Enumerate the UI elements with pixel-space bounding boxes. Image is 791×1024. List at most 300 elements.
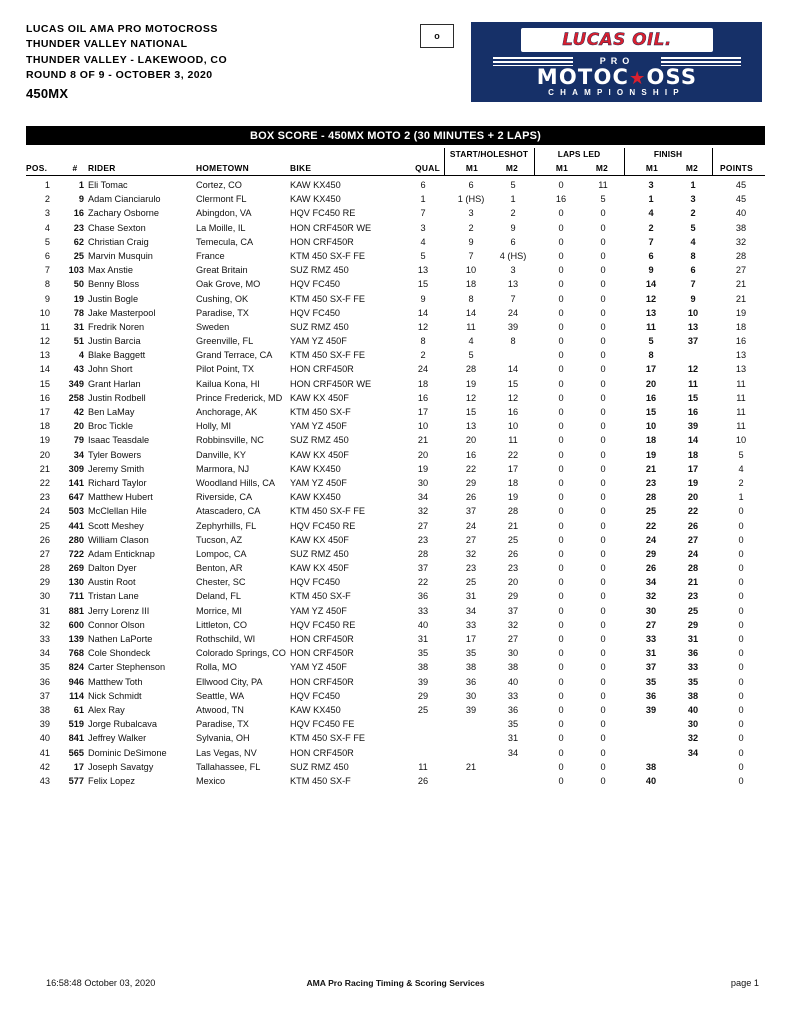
cell-l2: 0 — [600, 676, 606, 687]
cell-pos: 26 — [39, 534, 50, 545]
cell-s2: 14 — [507, 364, 519, 375]
cell-town: Benton, AR — [196, 563, 243, 574]
cell-pos: 42 — [39, 761, 50, 772]
cell-f1: 3 — [648, 180, 654, 190]
cell-num: 441 — [68, 520, 84, 531]
cell-pts: 0 — [738, 662, 744, 673]
table-row — [26, 618, 765, 632]
table-row — [26, 589, 765, 603]
cell-s2: 38 — [507, 662, 519, 673]
cell-pos: 28 — [39, 563, 50, 574]
group-header-start-holeshot: START/HOLESHOT — [449, 149, 529, 159]
cell-l2: 0 — [600, 236, 606, 247]
cell-town: France — [196, 250, 225, 261]
cell-rider: Joseph Savatgy — [88, 761, 154, 772]
cell-f1: 31 — [645, 648, 657, 659]
table-row — [26, 178, 765, 192]
cell-f2: 14 — [687, 435, 699, 446]
cell-f2: 15 — [687, 392, 699, 403]
cell-num: 824 — [68, 662, 84, 673]
cell-s1: 8 — [468, 293, 474, 304]
cell-rider: Tyler Bowers — [88, 449, 142, 460]
cell-l2: 0 — [600, 477, 606, 488]
cell-num: 114 — [69, 690, 84, 701]
cell-bike: KAW KX450 — [290, 463, 341, 474]
cell-f1: 23 — [645, 477, 657, 488]
cell-town: Sweden — [196, 321, 230, 332]
cell-bike: HQV FC450 RE — [290, 520, 356, 531]
cell-pos: 34 — [39, 648, 50, 659]
cell-bike: KTM 450 SX-F FE — [290, 250, 366, 261]
cell-f1: 11 — [646, 321, 656, 332]
cell-l1: 0 — [558, 690, 564, 701]
cell-l2: 0 — [600, 619, 606, 630]
table-header-rule — [26, 175, 765, 176]
cell-pts: 28 — [735, 250, 747, 261]
footer-org: AMA Pro Racing Timing & Scoring Services — [306, 978, 485, 988]
cell-s2: 1 — [510, 194, 516, 205]
cell-bike: HON CRF450R — [290, 364, 354, 375]
cell-rider: Adam Enticknap — [88, 548, 155, 559]
cell-town: Rolla, MO — [196, 662, 237, 673]
cell-town: Chester, SC — [196, 577, 246, 588]
cell-s2: 36 — [507, 704, 519, 715]
cell-pts: 0 — [738, 619, 744, 630]
cell-pos: 32 — [39, 619, 50, 630]
cell-pts: 0 — [738, 534, 744, 545]
logo-championship-text: CHAMPIONSHIP — [548, 88, 685, 97]
cell-rider: Eli Tomac — [88, 180, 128, 190]
cell-bike: KAW KX 450F — [290, 534, 349, 545]
cell-l1: 0 — [558, 378, 564, 389]
cell-num: 79 — [73, 435, 84, 446]
cell-pts: 0 — [738, 648, 744, 659]
cell-f1: 35 — [645, 676, 657, 687]
table-row — [26, 235, 765, 249]
cell-bike: SUZ RMZ 450 — [290, 265, 349, 276]
table-row — [26, 646, 765, 660]
cell-l2: 0 — [600, 634, 606, 644]
cell-l1: 0 — [558, 591, 564, 602]
cell-qual: 9 — [420, 293, 426, 304]
cell-s2: 37 — [507, 605, 519, 616]
round-marker-box — [420, 24, 454, 48]
cell-s2: 17 — [507, 463, 519, 474]
cell-s2: 30 — [507, 648, 519, 659]
table-row — [26, 604, 765, 618]
table-row — [26, 731, 765, 745]
cell-f2: 4 — [690, 236, 696, 247]
cell-qual: 4 — [420, 236, 426, 247]
cell-f2: 24 — [687, 548, 699, 559]
cell-pos: 21 — [39, 463, 50, 474]
cell-qual: 31 — [417, 634, 429, 644]
cell-bike: HON CRF450R — [290, 634, 354, 644]
cell-num: 280 — [68, 534, 84, 545]
cell-f1: 22 — [645, 520, 657, 531]
table-row — [26, 533, 765, 547]
cell-bike: HON CRF450R — [290, 676, 354, 687]
cell-pts: 21 — [735, 293, 747, 304]
cell-l1: 0 — [558, 548, 564, 559]
cell-s1: 31 — [465, 591, 477, 602]
event-class-line: 450MX — [26, 86, 69, 102]
col-header-laps-m1: M1 — [555, 163, 569, 173]
cell-rider: McClellan Hile — [88, 506, 147, 517]
table-row — [26, 306, 765, 320]
cell-num: 503 — [68, 506, 84, 517]
cell-town: Las Vegas, NV — [196, 747, 257, 758]
table-row — [26, 334, 765, 348]
cell-s1: 4 — [468, 336, 474, 347]
logo-star-icon: ★ — [629, 68, 647, 89]
cell-town: Mexico — [196, 775, 226, 786]
cell-rider: Richard Taylor — [88, 477, 147, 488]
cell-num: 42 — [73, 407, 84, 417]
col-header-points: POINTS — [720, 163, 753, 173]
cell-l1: 0 — [558, 180, 564, 190]
cell-f2: 38 — [687, 690, 699, 701]
cell-bike: HQV FC450 RE — [290, 619, 356, 630]
cell-rider: Alex Ray — [88, 704, 125, 715]
cell-f1: 10 — [645, 421, 657, 432]
cell-bike: KAW KX 450F — [290, 563, 349, 574]
cell-num: 139 — [68, 634, 84, 644]
cell-pts: 0 — [738, 634, 744, 644]
cell-bike: HON CRF450R WE — [290, 378, 372, 389]
cell-pts: 0 — [738, 775, 744, 786]
cell-l2: 0 — [600, 307, 606, 318]
cell-bike: HQV FC450 — [290, 279, 341, 290]
cell-pos: 40 — [39, 733, 50, 744]
col-header-hometown: HOMETOWN — [196, 163, 249, 173]
cell-qual: 5 — [420, 250, 426, 261]
cell-s2: 8 — [510, 336, 516, 347]
cell-s2: 23 — [507, 563, 519, 574]
cell-l1: 0 — [558, 477, 564, 488]
cell-pts: 45 — [735, 180, 747, 190]
table-row — [26, 277, 765, 291]
cell-s2: 6 — [510, 236, 516, 247]
table-row — [26, 575, 765, 589]
cell-pts: 10 — [735, 435, 747, 446]
cell-l1: 0 — [558, 407, 564, 417]
cell-rider: Jorge Rubalcava — [88, 719, 157, 730]
cell-pts: 0 — [738, 520, 744, 531]
table-row — [26, 490, 765, 504]
cell-town: Littleton, CO — [196, 619, 248, 630]
cell-rider: Fredrik Noren — [88, 321, 145, 332]
cell-qual: 26 — [417, 775, 429, 786]
cell-f2: 3 — [690, 194, 696, 205]
cell-l1: 0 — [558, 449, 564, 460]
cell-l2: 0 — [600, 449, 606, 460]
cell-num: 258 — [68, 392, 84, 403]
page-footer — [26, 978, 765, 994]
cell-s1: 6 — [468, 180, 474, 190]
cell-s1: 35 — [465, 648, 477, 659]
cell-qual: 6 — [420, 180, 426, 190]
cell-rider: Adam Cianciarulo — [88, 194, 161, 205]
cell-l2: 0 — [600, 775, 606, 786]
cell-qual: 35 — [417, 648, 429, 659]
cell-qual: 33 — [417, 605, 429, 616]
cell-num: 31 — [73, 321, 84, 332]
cell-pts: 4 — [738, 463, 744, 474]
cell-s1: 30 — [465, 690, 477, 701]
cell-l2: 0 — [600, 733, 606, 744]
cell-s1: 2 — [468, 222, 474, 233]
cell-num: 130 — [68, 577, 84, 588]
cell-f1: 9 — [648, 265, 654, 276]
cell-rider: Scott Meshey — [88, 520, 144, 531]
cell-s1: 10 — [465, 265, 477, 276]
cell-f2: 32 — [687, 733, 699, 744]
cell-s2: 13 — [507, 279, 519, 290]
cell-f1: 36 — [645, 690, 657, 701]
cell-f2: 28 — [687, 563, 699, 574]
cell-rider: Zachary Osborne — [88, 208, 159, 219]
cell-rider: Dalton Dyer — [88, 563, 137, 574]
cell-pts: 0 — [738, 747, 744, 758]
cell-pos: 6 — [44, 250, 50, 261]
cell-town: Morrice, MI — [196, 605, 242, 616]
cell-bike: KTM 450 SX-F FE — [290, 293, 366, 304]
event-venue-line: THUNDER VALLEY - LAKEWOOD, CO — [26, 53, 228, 66]
cell-num: 600 — [68, 619, 84, 630]
cell-num: 722 — [68, 548, 84, 559]
cell-bike: KTM 450 SX-F FE — [290, 506, 366, 517]
cell-s1: 26 — [465, 492, 477, 503]
table-row — [26, 448, 765, 462]
cell-s2: 16 — [507, 407, 519, 417]
cell-qual: 13 — [417, 265, 429, 276]
cell-pts: 1 — [738, 492, 744, 503]
cell-town: Lompoc, CA — [196, 548, 247, 559]
cell-bike: KAW KX450 — [290, 180, 341, 190]
cell-f1: 21 — [645, 463, 657, 474]
cell-num: 34 — [73, 449, 84, 460]
cell-s1: 9 — [468, 236, 474, 247]
cell-qual: 29 — [417, 690, 429, 701]
cell-rider: Carter Stephenson — [88, 662, 166, 673]
cell-l1: 0 — [558, 619, 564, 630]
cell-s1: 1 (HS) — [457, 194, 485, 205]
box-score-title-bar — [26, 126, 765, 145]
cell-town: Colorado Springs, CO — [196, 648, 286, 659]
cell-pos: 16 — [39, 392, 50, 403]
cell-town: Woodland Hills, CA — [196, 477, 275, 488]
cell-s1: 3 — [468, 208, 474, 219]
table-row — [26, 249, 765, 263]
cell-pts: 0 — [738, 563, 744, 574]
cell-l1: 0 — [558, 236, 564, 247]
cell-qual: 1 — [420, 194, 426, 205]
cell-s1: 12 — [465, 392, 477, 403]
cell-s2: 35 — [507, 719, 519, 730]
cell-bike: KTM 450 SX-F FE — [290, 350, 366, 361]
cell-rider: Jeremy Smith — [88, 463, 145, 474]
cell-f1: 12 — [645, 293, 657, 304]
event-series-line: LUCAS OIL AMA PRO MOTOCROSS — [26, 23, 218, 35]
cell-pos: 33 — [39, 634, 50, 644]
cell-s1: 16 — [465, 449, 477, 460]
cell-town: Cushing, OK — [196, 293, 249, 304]
cell-qual: 21 — [417, 435, 429, 446]
cell-l2: 0 — [600, 208, 606, 219]
cell-num: 23 — [73, 222, 84, 233]
cell-l2: 0 — [600, 605, 606, 616]
cell-pos: 23 — [39, 492, 50, 503]
cell-s1: 32 — [465, 548, 477, 559]
cell-f1: 37 — [645, 662, 657, 673]
cell-l2: 0 — [600, 761, 606, 772]
cell-pts: 19 — [735, 307, 747, 318]
cell-f2: 40 — [687, 704, 699, 715]
cell-f1: 38 — [645, 761, 657, 772]
col-header-bike: BIKE — [290, 163, 312, 173]
cell-s1: 19 — [465, 378, 477, 389]
cell-f2: 13 — [687, 321, 699, 332]
col-header-qual: QUAL — [415, 163, 440, 173]
lucas-oil-text: LUCAS OIL. — [562, 30, 672, 50]
cell-s1: 37 — [465, 506, 477, 517]
event-info — [26, 22, 227, 101]
cell-num: 565 — [68, 747, 84, 758]
cell-rider: Blake Baggett — [88, 350, 146, 361]
cell-l1: 0 — [558, 605, 564, 616]
cell-qual: 17 — [417, 407, 429, 417]
cell-town: Robbinsville, NC — [196, 435, 264, 446]
cell-l2: 0 — [600, 407, 606, 417]
cell-s1: 38 — [465, 662, 477, 673]
cell-pts: 45 — [735, 194, 747, 205]
table-row — [26, 504, 765, 518]
cell-town: Oak Grove, MO — [196, 279, 261, 290]
cell-num: 519 — [68, 719, 84, 730]
cell-f1: 34 — [645, 577, 657, 588]
cell-f2: 16 — [687, 407, 699, 417]
cell-f1: 24 — [645, 534, 657, 545]
cell-qual: 23 — [417, 534, 429, 545]
cell-pts: 0 — [738, 704, 744, 715]
cell-bike: HQV FC450 FE — [290, 719, 355, 730]
cell-pos: 39 — [39, 719, 50, 730]
cell-qual: 16 — [417, 392, 429, 403]
table-row — [26, 675, 765, 689]
cell-bike: HON CRF450R WE — [290, 222, 372, 233]
cell-pos: 19 — [39, 435, 50, 446]
cell-f2: 31 — [687, 634, 699, 644]
cell-pos: 20 — [39, 449, 50, 460]
cell-num: 25 — [73, 250, 84, 261]
cell-s2: 3 — [510, 265, 516, 276]
cell-pos: 38 — [39, 704, 50, 715]
table-row — [26, 547, 765, 561]
cell-num: 647 — [68, 492, 84, 503]
cell-bike: SUZ RMZ 450 — [290, 761, 349, 772]
cell-qual: 32 — [417, 506, 429, 517]
cell-pts: 11 — [736, 407, 746, 417]
cell-s2: 40 — [507, 676, 519, 687]
cell-num: 19 — [73, 293, 84, 304]
cell-l2: 0 — [600, 690, 606, 701]
cell-f1: 39 — [645, 704, 657, 715]
cell-l2: 0 — [600, 520, 606, 531]
cell-l1: 0 — [558, 463, 564, 474]
cell-l2: 0 — [600, 577, 606, 588]
cell-l2: 0 — [600, 350, 606, 361]
cell-s2: 5 — [510, 180, 516, 190]
cell-l1: 0 — [558, 208, 564, 219]
cell-s1: 33 — [465, 619, 477, 630]
cell-f2: 27 — [687, 534, 699, 545]
cell-qual: 24 — [417, 364, 429, 375]
cell-l2: 0 — [600, 293, 606, 304]
cell-pos: 31 — [39, 605, 50, 616]
cell-f1: 6 — [648, 250, 654, 261]
cell-f1: 26 — [645, 563, 657, 574]
cell-pos: 43 — [39, 775, 50, 786]
cell-l2: 0 — [600, 279, 606, 290]
cell-f1: 18 — [645, 435, 657, 446]
cell-qual: 18 — [417, 378, 429, 389]
cell-pos: 37 — [39, 690, 50, 701]
cell-pos: 3 — [44, 208, 50, 219]
cell-f1: 4 — [648, 208, 654, 219]
cell-qual: 34 — [417, 492, 429, 503]
cell-rider: Dominic DeSimone — [88, 747, 167, 758]
cell-pts: 16 — [735, 336, 747, 347]
cell-town: La Moille, IL — [196, 222, 246, 233]
cell-f2: 33 — [687, 662, 699, 673]
lucas-oil-pro-motocross-logo — [471, 22, 762, 102]
cell-f2: 20 — [687, 492, 699, 503]
cell-f2: 22 — [687, 506, 699, 517]
cell-bike: SUZ RMZ 450 — [290, 548, 349, 559]
cell-qual: 28 — [417, 548, 429, 559]
cell-l2: 0 — [600, 336, 606, 347]
cell-rider: Christian Craig — [88, 236, 149, 247]
cell-qual: 22 — [417, 577, 429, 588]
cell-s2: 10 — [507, 421, 519, 432]
cell-l2: 0 — [600, 591, 606, 602]
cell-pts: 11 — [736, 378, 746, 389]
table-row — [26, 462, 765, 476]
page-header — [0, 0, 791, 118]
cell-rider: Justin Barcia — [88, 336, 141, 347]
cell-pts: 0 — [738, 733, 744, 744]
cell-f2: 35 — [687, 676, 699, 687]
table-row — [26, 433, 765, 447]
cell-qual: 15 — [417, 279, 429, 290]
cell-town: Paradise, TX — [196, 719, 249, 730]
cell-pts: 13 — [735, 364, 747, 375]
logo-motocross-wordmark — [485, 66, 749, 88]
cell-rider: Justin Rodbell — [88, 392, 146, 403]
cell-f1: 2 — [648, 222, 654, 233]
table-row — [26, 405, 765, 419]
cell-s1: 24 — [465, 520, 477, 531]
cell-s2: 32 — [507, 619, 519, 630]
cell-num: 61 — [73, 704, 84, 715]
cell-pos: 11 — [40, 321, 50, 332]
cell-town: Holly, MI — [196, 421, 232, 432]
cell-l2: 11 — [598, 180, 608, 190]
cell-rider: Chase Sexton — [88, 222, 146, 233]
table-row — [26, 377, 765, 391]
cell-qual: 12 — [417, 321, 429, 332]
